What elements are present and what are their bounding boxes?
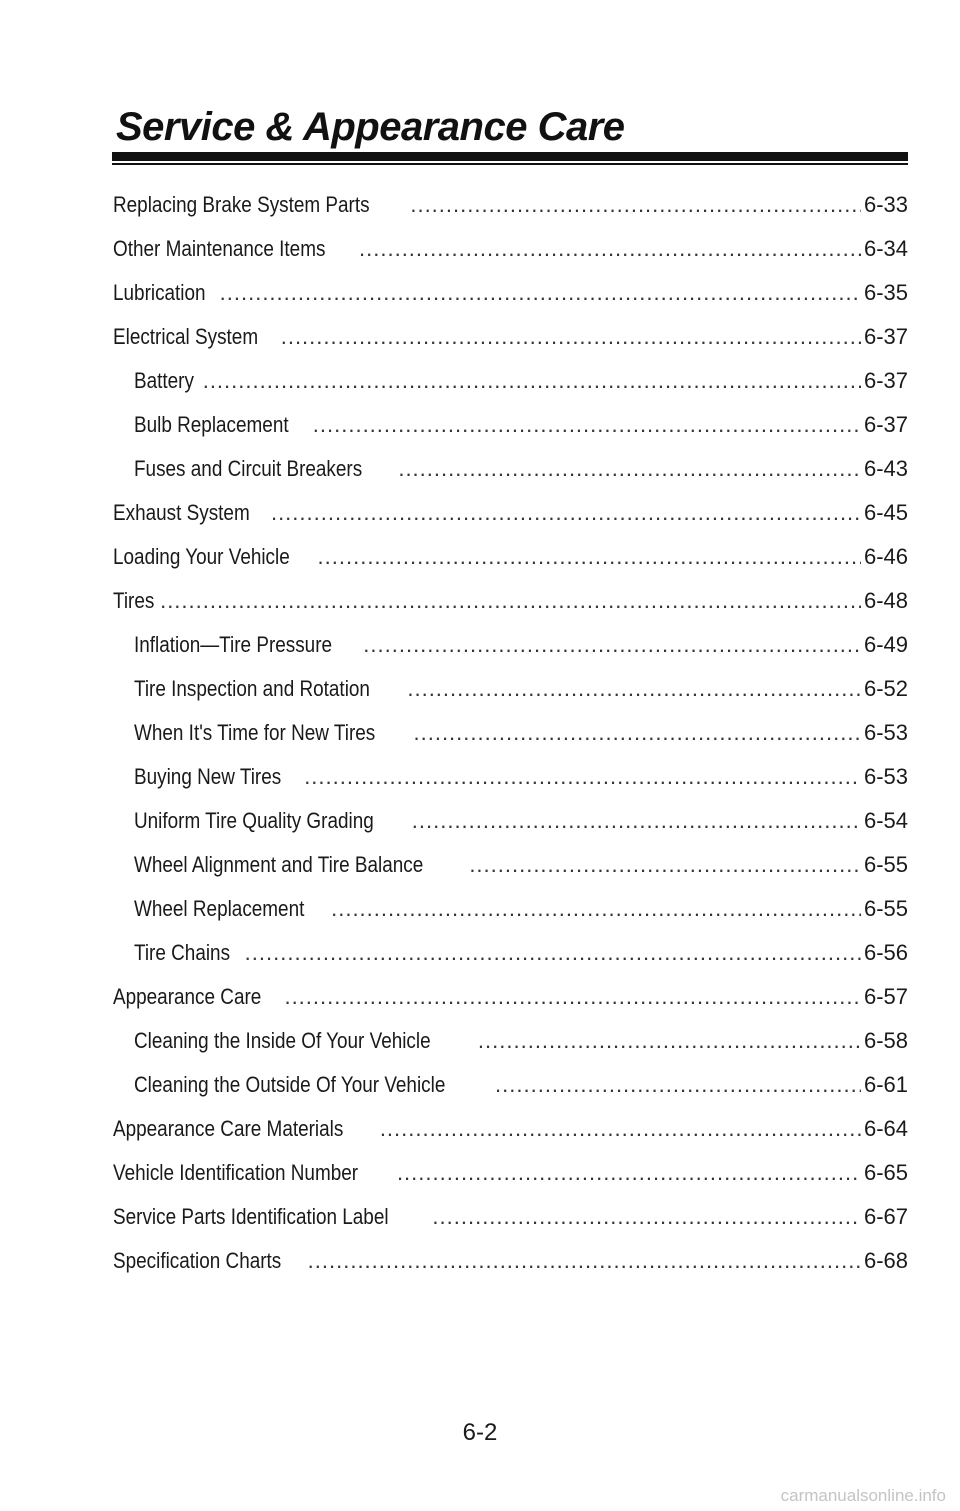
page-number: 6-2	[462, 1419, 498, 1446]
toc-dot-leader	[380, 1114, 861, 1144]
toc-entry[interactable]	[113, 190, 908, 234]
toc-dot-leader	[304, 762, 861, 792]
watermark: carmanualsonline.info	[780, 1486, 946, 1505]
toc-entry[interactable]	[113, 630, 908, 674]
toc-entry[interactable]	[113, 1026, 908, 1070]
toc-dot-leader	[220, 278, 861, 308]
toc-entry[interactable]	[113, 1202, 908, 1246]
toc-entry-page: 6-65	[863, 1160, 908, 1185]
toc-entry[interactable]	[113, 542, 908, 586]
toc-entry[interactable]	[113, 278, 908, 322]
toc-entry-label: Lubrication	[113, 280, 206, 305]
toc-entry-label: Electrical System	[113, 324, 259, 349]
toc-entry-label: Tire Chains	[134, 940, 231, 965]
toc-entry[interactable]	[113, 586, 908, 630]
toc-entry-page: 6-37	[863, 368, 908, 393]
toc-dot-leader	[160, 586, 861, 616]
toc-dot-leader	[432, 1202, 861, 1232]
toc-entry[interactable]	[113, 498, 908, 542]
toc-entry-page: 6-35	[863, 280, 908, 305]
toc-entry-label: Cleaning the Outside Of Your Vehicle	[134, 1072, 446, 1097]
title-rule	[112, 152, 908, 161]
page-title: Service & Appearance Care	[116, 105, 625, 149]
toc-entry-label: Tire Inspection and Rotation	[134, 676, 370, 701]
toc-dot-leader	[271, 498, 861, 528]
toc-dot-leader	[331, 894, 861, 924]
toc-entry-page: 6-46	[863, 544, 908, 569]
toc-entry[interactable]	[113, 894, 908, 938]
toc-dot-leader	[414, 718, 861, 748]
toc-dot-leader	[478, 1026, 861, 1056]
table-of-contents	[113, 190, 908, 1290]
toc-entry[interactable]	[113, 850, 908, 894]
toc-entry-label: Other Maintenance Items	[113, 236, 326, 261]
toc-entry-page: 6-57	[863, 984, 908, 1009]
toc-entry[interactable]	[113, 234, 908, 278]
toc-entry-page: 6-54	[863, 808, 908, 833]
toc-dot-leader	[398, 454, 861, 484]
toc-entry-label: Service Parts Identification Label	[113, 1204, 389, 1229]
toc-dot-leader	[281, 322, 861, 352]
toc-entry[interactable]	[113, 762, 908, 806]
toc-entry-page: 6-58	[863, 1028, 908, 1053]
toc-entry-page: 6-45	[863, 500, 908, 525]
toc-entry-page: 6-37	[863, 412, 908, 437]
toc-entry-label: When It's Time for New Tires	[134, 720, 376, 745]
toc-entry-page: 6-52	[863, 676, 908, 701]
toc-entry[interactable]	[113, 674, 908, 718]
toc-dot-leader	[308, 1246, 861, 1276]
toc-entry-page: 6-56	[863, 940, 908, 965]
toc-entry-label: Loading Your Vehicle	[113, 544, 290, 569]
toc-entry-label: Appearance Care	[113, 984, 262, 1009]
title-rule-thin	[112, 163, 908, 165]
toc-entry-label: Buying New Tires	[134, 764, 282, 789]
toc-entry-page: 6-33	[863, 192, 908, 217]
toc-entry-page: 6-55	[863, 852, 908, 877]
toc-entry-label: Exhaust System	[113, 500, 250, 525]
toc-entry-label: Inflation—Tire Pressure	[134, 632, 333, 657]
toc-entry-label: Vehicle Identification Number	[113, 1160, 359, 1185]
toc-entry-label: Wheel Replacement	[134, 896, 305, 921]
toc-entry-page: 6-61	[863, 1072, 908, 1097]
toc-dot-leader	[412, 806, 861, 836]
toc-entry[interactable]	[113, 1158, 908, 1202]
toc-entry[interactable]	[113, 366, 908, 410]
toc-entry-page: 6-68	[863, 1248, 908, 1273]
toc-entry[interactable]	[113, 454, 908, 498]
toc-entry[interactable]	[113, 1114, 908, 1158]
toc-dot-leader	[397, 1158, 861, 1188]
toc-dot-leader	[313, 410, 861, 440]
toc-entry[interactable]	[113, 982, 908, 1026]
toc-entry-page: 6-34	[863, 236, 908, 261]
toc-entry-label: Appearance Care Materials	[113, 1116, 344, 1141]
toc-dot-leader	[245, 938, 861, 968]
toc-entry-label: Battery	[134, 368, 194, 393]
toc-entry-page: 6-37	[863, 324, 908, 349]
toc-entry-label: Bulb Replacement	[134, 412, 289, 437]
toc-entry[interactable]	[113, 322, 908, 366]
toc-entry[interactable]	[113, 1070, 908, 1114]
toc-entry-label: Replacing Brake System Parts	[113, 192, 370, 217]
toc-dot-leader	[359, 234, 861, 264]
toc-entry-label: Uniform Tire Quality Grading	[134, 808, 374, 833]
toc-dot-leader	[203, 366, 861, 396]
toc-entry-page: 6-55	[863, 896, 908, 921]
toc-entry-page: 6-43	[863, 456, 908, 481]
toc-entry-page: 6-48	[863, 588, 908, 613]
toc-dot-leader	[469, 850, 861, 880]
toc-entry[interactable]	[113, 410, 908, 454]
toc-entry[interactable]	[113, 718, 908, 762]
toc-entry-page: 6-53	[863, 764, 908, 789]
toc-entry-label: Fuses and Circuit Breakers	[134, 456, 363, 481]
toc-entry[interactable]	[113, 1246, 908, 1290]
toc-entry-page: 6-53	[863, 720, 908, 745]
toc-entry-label: Tires	[113, 588, 155, 613]
toc-entry-page: 6-67	[863, 1204, 908, 1229]
toc-dot-leader	[318, 542, 861, 572]
toc-dot-leader	[284, 982, 861, 1012]
toc-entry[interactable]	[113, 806, 908, 850]
toc-entry-label: Specification Charts	[113, 1248, 282, 1273]
toc-entry-label: Wheel Alignment and Tire Balance	[134, 852, 424, 877]
toc-dot-leader	[407, 674, 861, 704]
toc-dot-leader	[363, 630, 861, 660]
toc-entry-page: 6-49	[863, 632, 908, 657]
toc-dot-leader	[495, 1070, 861, 1100]
toc-dot-leader	[410, 190, 861, 220]
toc-entry-page: 6-64	[863, 1116, 908, 1141]
toc-entry[interactable]	[113, 938, 908, 982]
toc-entry-label: Cleaning the Inside Of Your Vehicle	[134, 1028, 431, 1053]
